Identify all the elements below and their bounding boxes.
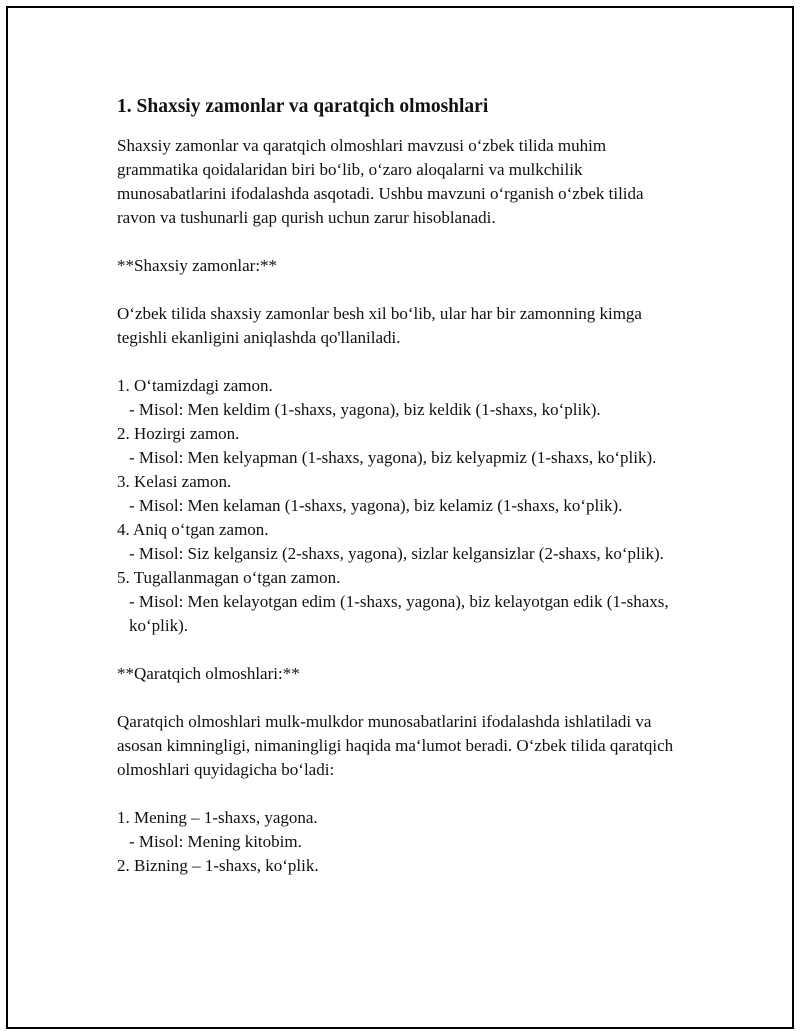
tense-item: 5. Tugallanmagan o‘tgan zamon.: [117, 568, 341, 587]
tense-example: - Misol: Men kelayotgan edim (1-shaxs, yagona), biz kelayotgan edik (1-shaxs, ko‘plik).: [129, 592, 673, 635]
tense-example: - Misol: Siz kelgansiz (2-shaxs, yagona), sizlar kelgansizlar (2-shaxs, ko‘plik).: [129, 544, 664, 563]
tense-example: - Misol: Men kelaman (1-shaxs, yagona), biz kelamiz (1-shaxs, ko‘plik).: [129, 496, 623, 515]
pronoun-example: - Misol: Mening kitobim.: [129, 832, 302, 851]
pronouns-intro-paragraph: Qaratqich olmoshlari mulk-mulkdor munosabatlarini ifodalashda ishlatiladi va asosan kimningligi, nimaningligi haqida ma‘lumot beradi. O‘zbek tilida qaratqich olmoshlari quyidagicha bo‘ladi:: [117, 712, 678, 779]
document-body: [117, 94, 677, 878]
tense-item: 1. O‘tamizdagi zamon.: [117, 376, 273, 395]
spacer: [117, 230, 677, 254]
section-heading-pronouns: **Qaratqich olmoshlari:**: [117, 664, 300, 683]
spacer: [117, 638, 677, 662]
pronoun-item: 1. Mening – 1-shaxs, yagona.: [117, 808, 318, 827]
tense-item: 4. Aniq o‘tgan zamon.: [117, 520, 269, 539]
tense-list: [117, 374, 677, 638]
spacer: [117, 686, 677, 710]
spacer: [117, 782, 677, 806]
pronoun-item: 2. Bizning – 1-shaxs, ko‘plik.: [117, 856, 319, 875]
pronoun-list: [117, 806, 677, 878]
tense-item: 3. Kelasi zamon.: [117, 472, 232, 491]
tense-example: - Misol: Men kelyapman (1-shaxs, yagona), biz kelyapmiz (1-shaxs, ko‘plik).: [129, 448, 657, 467]
spacer: [117, 350, 677, 374]
section-heading-tenses: **Shaxsiy zamonlar:**: [117, 256, 278, 275]
tense-example: - Misol: Men keldim (1-shaxs, yagona), biz keldik (1-shaxs, ko‘plik).: [129, 400, 601, 419]
tense-item: 2. Hozirgi zamon.: [117, 424, 240, 443]
document-title: 1. Shaxsiy zamonlar va qaratqich olmoshlari: [117, 96, 489, 117]
tenses-intro-paragraph: O‘zbek tilida shaxsiy zamonlar besh xil bo‘lib, ular har bir zamonning kimga tegishli ekanligini aniqlashda qo'llaniladi.: [117, 304, 647, 347]
intro-paragraph: Shaxsiy zamonlar va qaratqich olmoshlari mavzusi o‘zbek tilida muhim grammatika qoidalaridan biri bo‘lib, o‘zaro aloqalarni va mulkchilik munosabatlarini ifodalashda asqotadi. Ushbu mavzuni o‘rganish o‘zbek tilida ravon va tushunarli gap qurish uchun zarur hisoblanadi.: [117, 136, 648, 227]
spacer: [117, 278, 677, 302]
